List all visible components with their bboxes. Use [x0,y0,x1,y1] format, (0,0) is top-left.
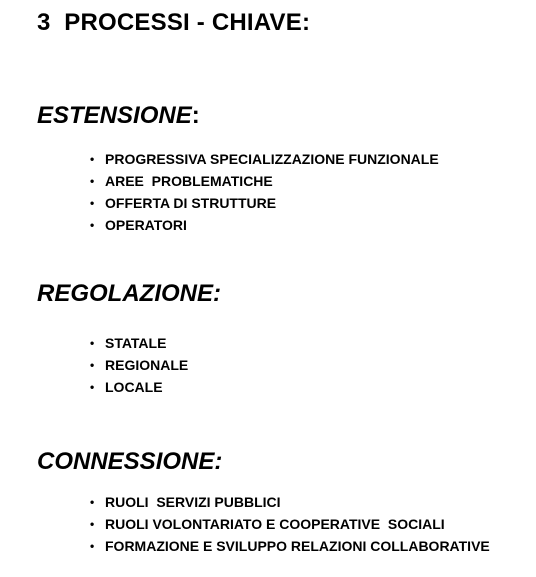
list-item-text: OFFERTA DI STRUTTURE [105,195,277,211]
bullet-icon: • [90,152,95,166]
bullet-list-connessione [89,491,490,557]
section-heading-text: CONNESSIONE [37,448,215,475]
list-item-text: STATALE [105,335,167,351]
list-item-text: PROGRESSIVA SPECIALIZZAZIONE FUNZIONALE [105,151,439,167]
section-heading-estensione [37,102,200,130]
section-heading-text: REGOLAZIONE [37,280,214,307]
bullet-icon: • [90,336,95,350]
list-item [89,354,188,376]
list-item [89,214,439,236]
list-item [89,535,490,557]
page-title: 3 PROCESSI - CHIAVE: [37,9,311,36]
bullet-icon: • [90,495,95,509]
list-item-text: RUOLI SERVIZI PUBBLICI [105,494,281,510]
section-heading-connessione [37,448,222,476]
list-item-text: FORMAZIONE E SVILUPPO RELAZIONI COLLABORATIVE [105,538,490,554]
bullet-list-estensione [89,148,439,236]
section-heading-text: ESTENSIONE [37,102,192,129]
bullet-icon: • [90,358,95,372]
list-item-text: RUOLI VOLONTARIATO E COOPERATIVE SOCIALI [105,516,445,532]
section-heading-regolazione [37,280,221,308]
bullet-icon: • [90,380,95,394]
list-item [89,170,439,192]
bullet-icon: • [90,539,95,553]
list-item-text: LOCALE [105,379,163,395]
list-item [89,513,490,535]
list-item [89,491,490,513]
bullet-icon: • [90,218,95,232]
list-item [89,148,439,170]
list-item-text: OPERATORI [105,217,187,233]
list-item [89,332,188,354]
bullet-icon: • [90,196,95,210]
bullet-icon: • [90,174,95,188]
list-item-text: AREE PROBLEMATICHE [105,173,273,189]
section-heading-colon: : [191,102,200,129]
section-heading-colon: : [213,280,222,307]
bullet-icon: • [90,517,95,531]
list-item [89,192,439,214]
list-item [89,376,188,398]
list-item-text: REGIONALE [105,357,189,373]
section-heading-colon: : [214,448,223,475]
bullet-list-regolazione [89,332,188,398]
